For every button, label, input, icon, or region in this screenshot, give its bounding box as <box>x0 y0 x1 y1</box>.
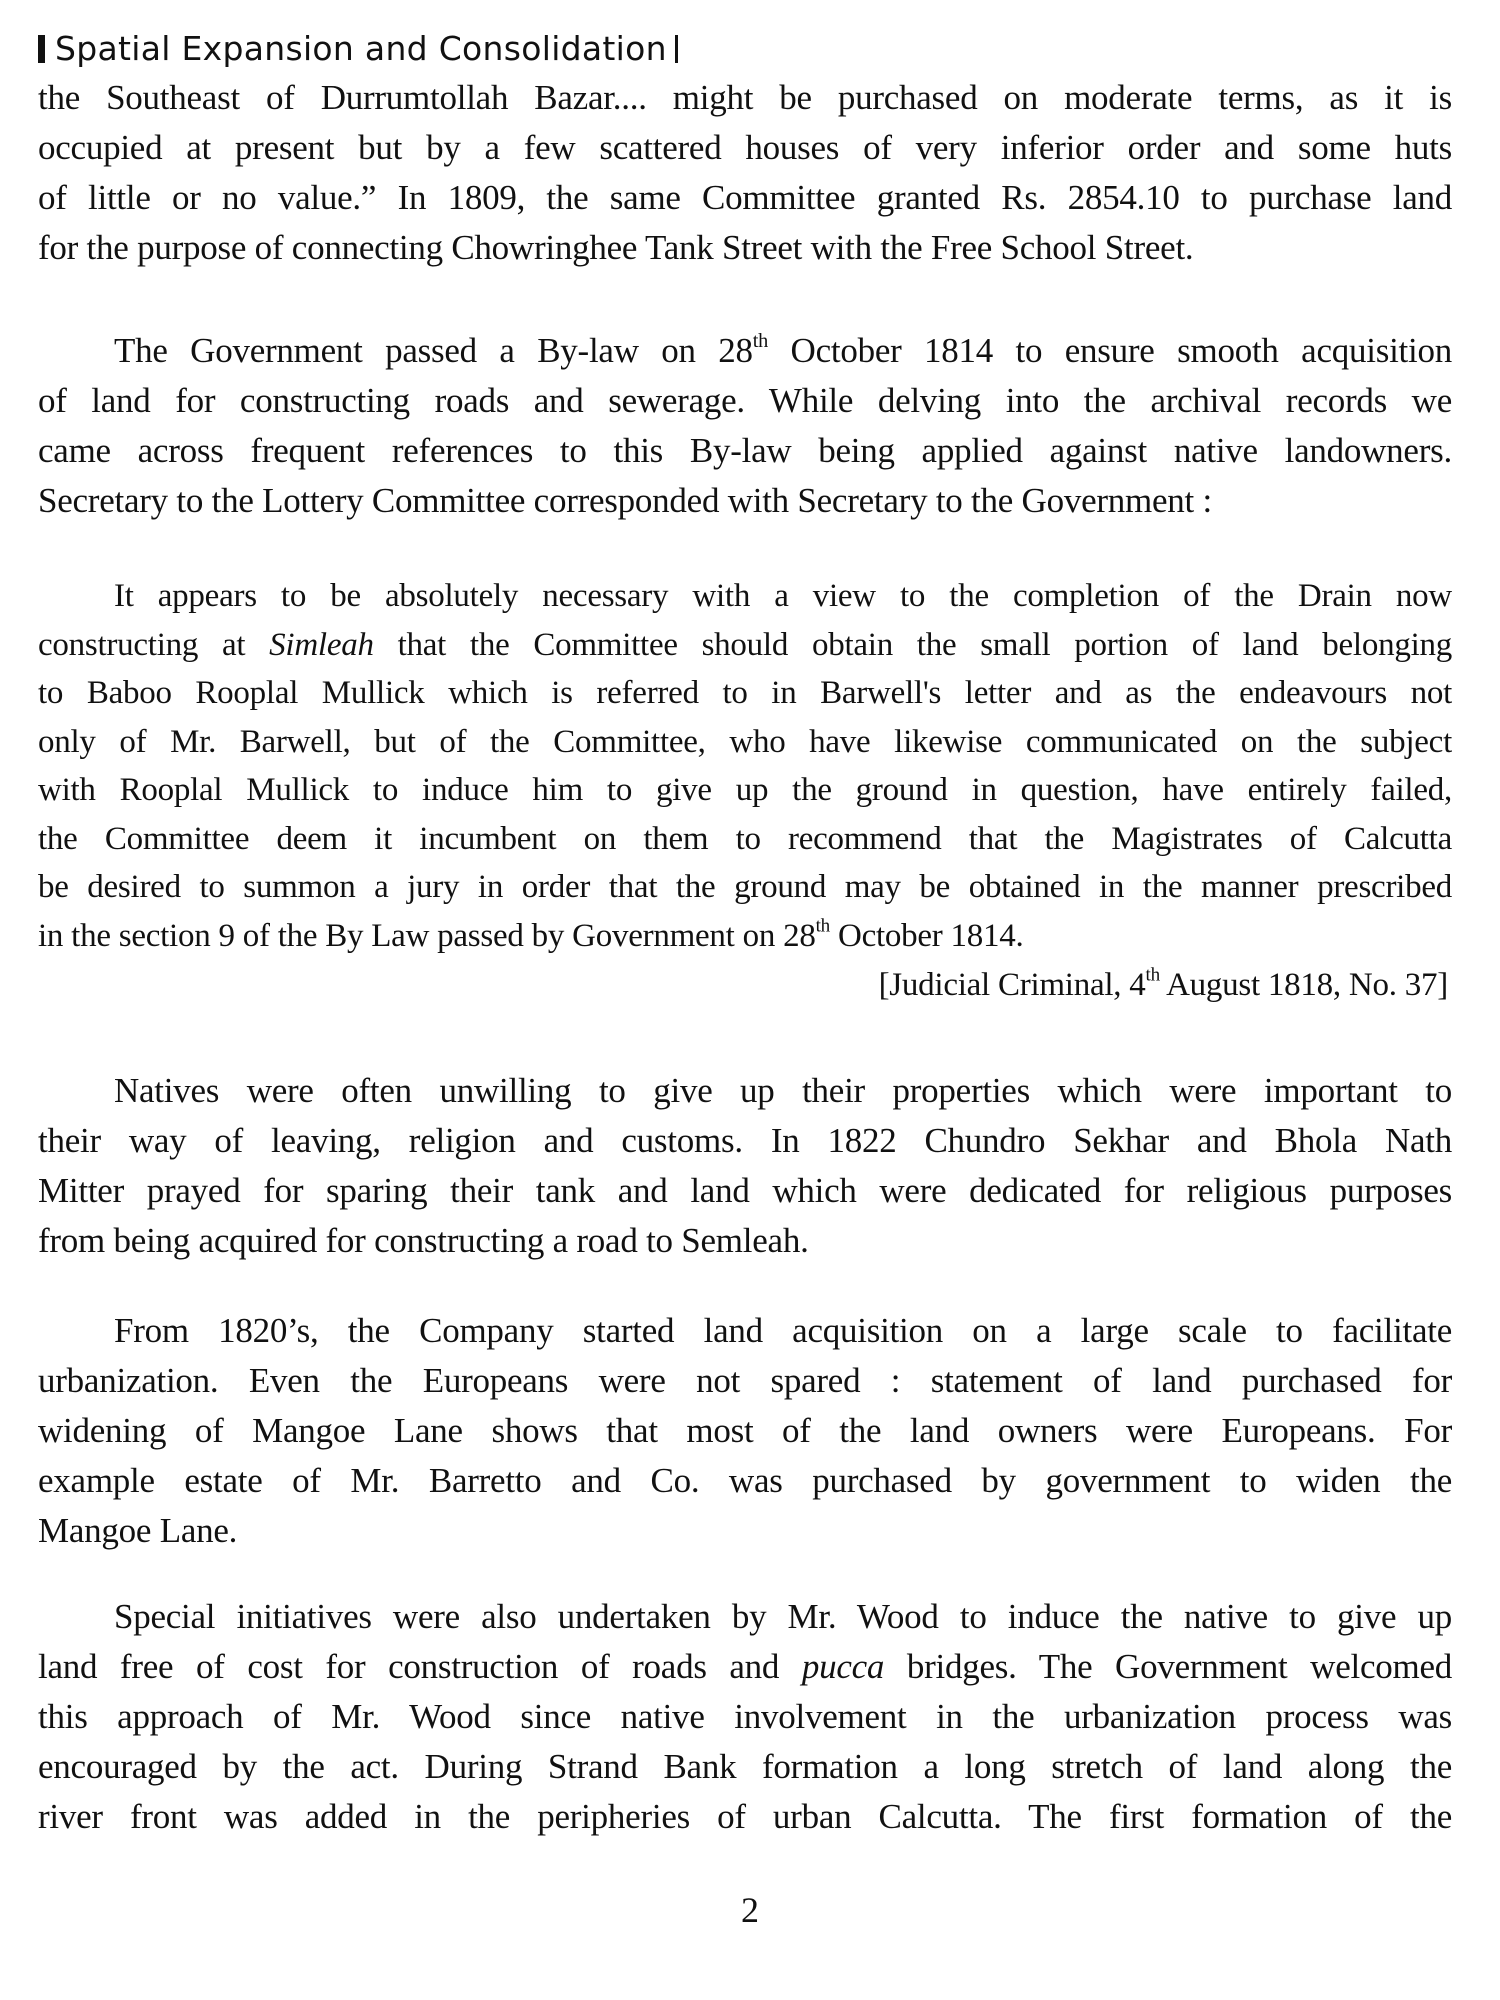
text-line: urbanization. Even the Europeans were not spared : statement of land purchased for <box>38 1361 1452 1400</box>
superscript: th <box>1145 964 1160 986</box>
quote-line: It appears to be absolutely necessary with a view to the completion of the Drain now <box>114 578 1452 614</box>
text-line: came across frequent references to this By-law being applied against native landowners. <box>38 431 1452 470</box>
text-run: constructing at <box>38 626 270 663</box>
quote-line: be desired to summon a jury in order that the ground may be obtained in the manner prescribed <box>38 869 1452 905</box>
quote-citation <box>38 960 1452 1010</box>
text-line: From 1820’s, the Company started land acquisition on a large scale to facilitate <box>114 1311 1452 1350</box>
text-line: widening of Mangoe Lane shows that most of the land owners were Europeans. For <box>38 1411 1452 1450</box>
text-line: river front was added in the peripheries of urban Calcutta. The first formation of the <box>38 1797 1452 1836</box>
quote-line: the Committee deem it incumbent on them to recommend that the Magistrates of Calcutta <box>38 820 1452 857</box>
running-title: Spatial Expansion and Consolidation <box>55 29 667 68</box>
text-line: their way of leaving, religion and customs. In 1822 Chundro Sekhar and Bhola Nath <box>38 1121 1452 1160</box>
text-line: encouraged by the act. During Strand Bank formation a long stretch of land along the <box>38 1747 1452 1786</box>
text-run: land free of cost for construction of roads and <box>38 1647 802 1686</box>
italic-place-name: Simleah <box>269 626 374 663</box>
text-run: [Judicial Criminal, 4 <box>878 967 1146 1003</box>
superscript: th <box>752 329 769 352</box>
text-line: example estate of Mr. Barretto and Co. was purchased by government to widen the <box>38 1461 1452 1500</box>
paragraph-4 <box>38 1306 1452 1556</box>
text-run: in the section 9 of the By Law passed by Government on 28 <box>38 917 816 954</box>
text-line: the Southeast of Durrumtollah Bazar.... might be purchased on moderate terms, as it is <box>38 78 1452 117</box>
text-line: from being acquired for constructing a road to Semleah. <box>38 1221 809 1260</box>
text-line: Mitter prayed for sparing their tank and land which were dedicated for religious purposes <box>38 1171 1452 1210</box>
text-line: of little or no value.” In 1809, the same Committee granted Rs. 2854.10 to purchase land <box>38 178 1452 217</box>
paragraph-5 <box>38 1592 1452 1842</box>
text-run: that the Committee should obtain the small portion of land belonging <box>373 626 1452 663</box>
running-header <box>38 26 678 72</box>
header-bar-mark <box>38 35 45 63</box>
italic-term: pucca <box>801 1647 885 1686</box>
paragraph-1 <box>38 73 1452 273</box>
paragraph-3 <box>38 1066 1452 1266</box>
text-run: bridges. The Government welcomed <box>884 1647 1452 1686</box>
text-run: The Government passed a By-law on 28 <box>114 331 753 370</box>
text-line: Mangoe Lane. <box>38 1511 238 1550</box>
superscript: th <box>815 915 830 937</box>
text-run: October 1814 to ensure smooth acquisition <box>768 331 1452 370</box>
text-line: Special initiatives were also undertaken by Mr. Wood to induce the native to give up <box>114 1597 1452 1636</box>
text-line: occupied at present but by a few scattered houses of very inferior order and some huts <box>38 128 1452 167</box>
text-line: Secretary to the Lottery Committee corresponded with Secretary to the Government : <box>38 481 1212 520</box>
text-line <box>38 1642 1452 1692</box>
quote-line: to Baboo Rooplal Mullick which is referred to in Barwell's letter and as the endeavours not <box>38 675 1452 711</box>
quote-line: with Rooplal Mullick to induce him to give up the ground in question, have entirely failed, <box>38 772 1452 808</box>
text-run: October 1814. <box>829 917 1024 954</box>
text-line: Natives were often unwilling to give up their properties which were important to <box>114 1071 1452 1110</box>
page-number: 2 <box>741 1890 759 1930</box>
text-line: of land for constructing roads and sewerage. While delving into the archival records we <box>38 381 1452 420</box>
block-quote <box>38 572 1452 1010</box>
quote-line <box>38 621 1452 670</box>
text-line <box>38 326 1452 376</box>
quote-line: only of Mr. Barwell, but of the Committee, who have likewise communicated on the subject <box>38 723 1452 760</box>
text-run: August 1818, No. 37] <box>1159 967 1448 1003</box>
header-bar-mark-end <box>675 35 678 63</box>
text-line: this approach of Mr. Wood since native involvement in the urbanization process was <box>38 1697 1452 1736</box>
paragraph-2 <box>38 326 1452 526</box>
text-line: for the purpose of connecting Chowringhee Tank Street with the Free School Street. <box>38 228 1194 267</box>
quote-line <box>38 912 1452 961</box>
